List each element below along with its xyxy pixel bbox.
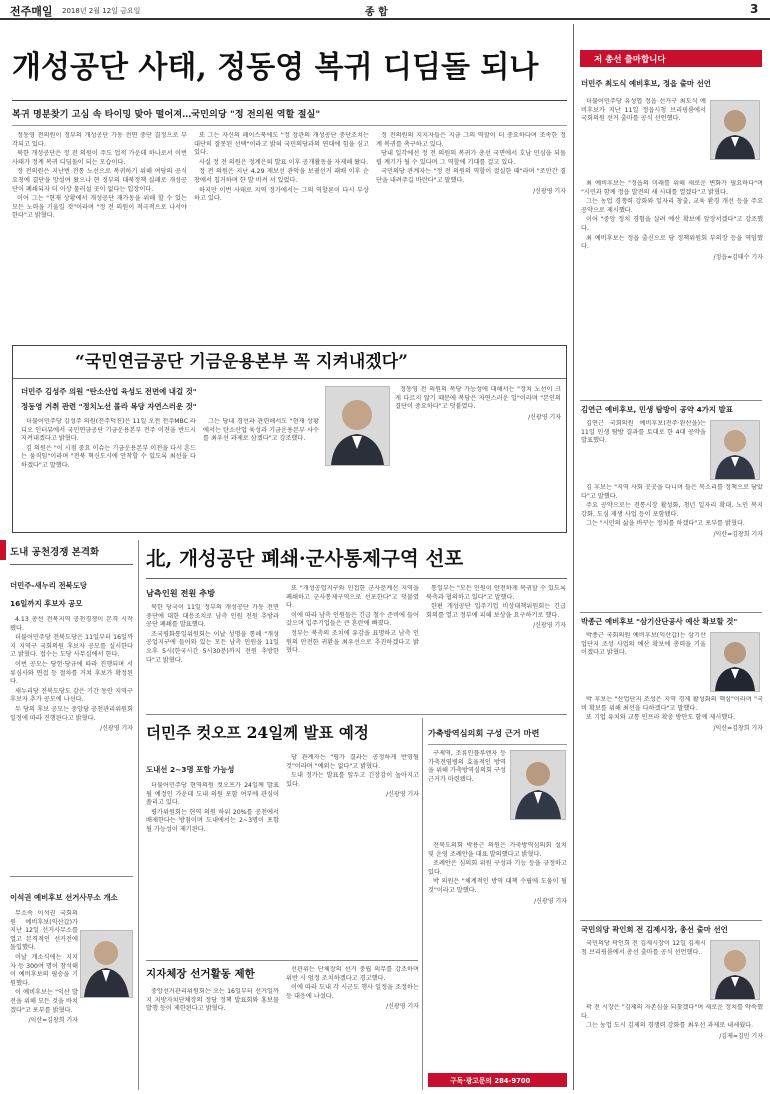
lead-column-1	[12, 132, 187, 337]
profile-2-para-3: 주요 공약으로는 전통시장 활성화, 청년 일자리 확대, 노인 복지 강화, 도심 재생 사업 등이 포함됐다.	[581, 502, 763, 518]
nk-headline: 北, 개성공단 폐쇄·군사통제구역 선포	[146, 547, 464, 570]
col1-body	[10, 616, 133, 856]
profile-2-byline: /익산=김창희 기자	[713, 530, 763, 538]
profile-4-para-3: 그는 농업 도시 김제의 경쟁력 강화를 최우선 과제로 내세웠다.	[586, 1022, 754, 1030]
profile-3-photo	[710, 632, 760, 692]
tax-column-2	[286, 966, 419, 1088]
profile-1-body	[581, 98, 706, 178]
profile-1-para-4: 이어 "중앙 정치 경험을 살려 예산 확보에 앞장서겠다"고 강조했다.	[581, 216, 763, 232]
gachuk-body	[428, 750, 506, 840]
profile-1-para-3: 그는 농업 경쟁력 강화와 일자리 창출, 교육 환경 개선 등을 주요 공약으로 제시했다.	[581, 198, 763, 214]
profile-4-body	[581, 940, 706, 1002]
paper-name: 전주매일	[10, 5, 53, 18]
cut-para-4: 도내 정가는 발표를 앞두고 긴장감이 높아지고 있다.	[286, 772, 419, 788]
gachuk-byline: /신광영 기자	[534, 897, 567, 905]
nk-para-2: 조국평화통일위원회는 이날 성명을 통해 "개성공업지구에 들어와 있는 모든 남측 인원을 11일 오후 5시(한국시간 5시30분)까지 전원 추방한다"고 밝혔다.	[146, 630, 279, 664]
profile-2-photo	[710, 420, 760, 480]
profile-3-para-2: 박 후보는 "산업단지 조성은 지역 경제 활성화의 핵심"이라며 "국비 확보를 위해 최선을 다하겠다"고 말했다.	[581, 696, 763, 712]
profile-1-para-5: 최 예비후보는 정읍 출신으로 당 정책위원회 부의장 등을 역임했다.	[581, 234, 763, 251]
col1-para-5: 두 당의 후보 공모는 중앙당 공천관리위원회 일정에 따라 진행된다고 밝혔다.	[10, 705, 133, 722]
profile-4-title: 국민의당 곽인희 전 김제시장, 총선 출마 선언	[581, 925, 728, 934]
gachuk-para-3: 조례안은 심의회 위원 구성과 기능 등을 규정하고 있다.	[428, 860, 567, 876]
cut-byline: /신광영 기자	[386, 791, 419, 799]
gachuk-divider	[428, 744, 567, 745]
nk-para-7: 한편 개성공단 입주기업 비상대책위원회는 긴급 회의를 열고 정부에 피해 보상을 요구하기로 했다.	[426, 603, 566, 619]
pension-headline-divider	[13, 378, 566, 379]
lead-column-3	[376, 132, 566, 337]
col1-profile-para-3: 이 예비후보는 "익산 발전을 위해 모든 것을 바치겠다"고 포부를 밝혔다.	[10, 989, 78, 1014]
col1-para-4: 새누리당 전북도당도 같은 기간 동안 지역구 후보자 추가 공모에 나선다.	[10, 687, 133, 704]
gachuk-para-4: 박 의원은 "체계적인 방역 대책 수립에 도움이 될 것"이라고 말했다.	[428, 878, 567, 894]
col1-profile-para-1: 무소속 이석권 국회의원 예비후보(익산갑)가 지난 12일 선거사무소를 열고 본격적인 선거전에 돌입했다.	[10, 910, 78, 952]
issue-date: 2018년 2월 12일 금요일	[62, 7, 141, 15]
profile-2-para-1: 김연근 국회의원 예비후보(전주·완산을)는 11일 민생 탐방 결과를 토대로 한 4대 공약을 발표했다.	[581, 420, 706, 445]
nk-para-5: 정부는 북측의 조치에 유감을 표명하고 남측 인원의 안전한 귀환을 최우선으로 추진하겠다고 밝혔다.	[286, 629, 419, 655]
gachuk-para-2: 전북도의회 박용근 의원은 가축방역심의회 설치 및 운영 조례안을 대표 발의했다고 밝혔다.	[428, 842, 567, 858]
pension-para-1: 더불어민주당 김성주 의원(전주덕진)은 11일 오전 전주MBC 라디오 인터뷰에서 국민연금공단 기금운용본부 전주 이전을 반드시 지켜내겠다고 밝혔다.	[21, 418, 196, 443]
profile-4-body-cont	[581, 1004, 763, 1090]
lead-para-3: 정 전의원은 지난번 전통 노선으로 복귀하기 위해 여당의 공식 요청에 결단을 망설여 왔으나 현 정부의 대북정책 실패로 개성공단이 폐쇄되자 더 이상 물러설 곳이 없다는 입장이다.	[12, 168, 187, 193]
col1-subhead-2: 16일까지 후보자 공모	[10, 599, 83, 608]
cut-para-1: 더불어민주당 현역의원 컷오프가 24일께 발표될 예정인 가운데 도내 의원 포함 여부에 관심이 쏠리고 있다.	[146, 782, 279, 807]
right-column-divider	[573, 24, 574, 1090]
cut-para-3: 당 관계자는 "평가 결과는 공정하게 반영될 것"이라며 "예외는 없다"고 밝혔다.	[286, 754, 419, 770]
nk-subhead: 남측인원 전원 추방	[146, 588, 215, 598]
profile-4-para-2: 곽 전 시장은 "김제의 자존심을 되찾겠다"며 새로운 정치를 약속했다.	[581, 1004, 763, 1020]
col1-profile-para-2: 이날 개소식에는 지지자 등 300여 명이 참석해 이 예비후보의 필승을 기원했다.	[10, 953, 78, 987]
profile-2-body-cont	[581, 484, 763, 594]
col1-byline: /신광영 기자	[100, 725, 133, 733]
pension-subhead-2: 정동영 거취 관련 "정치노선 몰라 복당 자연스러운 것"	[21, 402, 197, 411]
nk-para-3: 또 "개성공업지구와 인접한 군사분계선 지역을 폐쇄하고 군사통제구역으로 선포한다"고 덧붙였다.	[286, 585, 419, 610]
col1-profile-body	[10, 910, 78, 1090]
profile-3-para-1: 박종근 국회의원 예비후보(익산갑)는 삼기산업단지 조성 사업의 예산 확보에 총력을 기울이겠다고 밝혔다.	[581, 632, 706, 657]
lead-para-7: 정 전 의원은 지난 4.29 재보선 관악을 보궐선거 패배 이후 순창에서 칩거하며 한 발 비켜 서 있었다.	[194, 168, 369, 184]
gachuk-body-cont	[428, 842, 567, 1067]
col1-profile-title: 이석권 예비후보 선거사무소 개소	[10, 893, 118, 902]
profile-1-byline: /정읍=김태수 기자	[713, 253, 763, 261]
profile-3-para-3: 또 기업 유치와 교통 인프라 확충 방안도 함께 제시했다.	[586, 714, 736, 722]
profile-3-byline: /익산=김창희 기자	[713, 724, 763, 732]
tax-para-3: 이에 따라 도내 각 시군도 행사 일정을 조정하는 등 대응에 나섰다.	[286, 984, 419, 1000]
profile-3-body	[581, 632, 706, 694]
nk-byline: /신광영 기자	[533, 622, 566, 630]
lead-para-10: 당내 일각에선 정 전 의원의 복귀가 총선 국면에서 호남 민심을 되돌릴 계기가 될 수 있다며 그 역할에 기대를 걸고 있다.	[376, 150, 566, 166]
pension-para-3: 그는 당내 경선과 관련해서도 "현재 상황에서는 탄소산업 육성과 기금운용본부 사수를 최우선 과제로 삼겠다"고 강조했다.	[203, 418, 319, 443]
lead-headline: 개성공단 사태, 정동영 복귀 디딤돌 되나	[12, 50, 539, 85]
profile-3-title: 박종근 예비후보 "삼기산단공사 예산 확보할 것"	[581, 617, 738, 626]
nk-column-2	[286, 585, 419, 708]
lead-para-4: 이어 그는 "현재 상황에서 개성공단 재가동을 위해 할 수 있는 모든 노력을 기울일 것"이라며 "정 전 의원이 적극적으로 나서야 한다"고 밝혔다.	[12, 195, 187, 220]
nk-headline-divider	[146, 578, 567, 579]
lead-headline-divider	[12, 100, 567, 101]
col1-subhead-1: 더민주-새누리 전북도당	[10, 581, 88, 590]
profile-1-para-1: 더불어민주당 유성엽 정읍 선거구 최도식 예비후보가 지난 11일 정읍시청 브리핑룸에서 국회의원 선거 출마를 공식 선언했다.	[581, 98, 706, 123]
profile-2-para-4: 그는 "시민의 삶을 바꾸는 정치를 하겠다"고 포부를 밝혔다.	[586, 520, 745, 528]
profile-2-body	[581, 420, 706, 482]
profile-2-title: 김연근 예비후보, 민생 탐방이 공약 4가지 발표	[581, 405, 733, 414]
lead-para-1: 정동영 전의원이 정부의 개성공단 가동 전면 중단 결정으로 부각되고 있다.	[12, 132, 187, 148]
ad-banner	[428, 1073, 567, 1087]
col1-para-2: 더불어민주당 전북도당은 11일부터 16일까지 지역구 국회의원 후보자 공모를 실시한다고 밝혔다. 접수는 도당 사무실에서 한다.	[10, 634, 133, 659]
gachuk-column-divider	[422, 718, 423, 1090]
cut-para-2: 평가위원회는 현역 의원 하위 20%를 공천에서 배제한다는 방침이며 도내에서는 2~3명이 포함될 가능성이 제기된다.	[146, 808, 279, 833]
col1-para-3: 이번 공모는 당헌·당규에 따라 진행되며 서류심사와 면접 등 절차를 거쳐 후보가 확정된다.	[10, 660, 133, 686]
section-name: 종 합	[365, 7, 388, 18]
profile-1-divider	[580, 400, 762, 401]
profile-2-para-2: 김 후보는 "지역 사회 곳곳을 다니며 들은 목소리를 정책으로 담았다"고 말했다.	[581, 484, 763, 500]
lead-column-2	[194, 132, 369, 337]
col1-section-title: 도내 공천경쟁 본격화	[10, 547, 100, 558]
profile-4-para-1: 국민의당 곽인희 전 김제시장이 12일 김제시청 브리핑룸에서 총선 출마를 공식 선언했다.	[581, 940, 706, 956]
profile-3-body-cont	[581, 696, 763, 816]
profile-1-title: 더민주 최도식 예비후보, 정읍 출마 선언	[581, 79, 711, 88]
pension-byline: /신광영 기자	[528, 413, 561, 421]
nk-para-4: 이에 따라 남측 인원들은 긴급 철수 준비에 들어갔으며 입주기업들은 큰 혼란에 빠졌다.	[286, 611, 419, 628]
pension-column-2	[203, 418, 319, 530]
tax-para-1: 중앙선거관리위원회는 오는 16일부터 선거일까지 지방자치단체장의 정당 정책 발표회와 홍보물 발행 등이 제한된다고 밝혔다.	[146, 988, 279, 1013]
lead-para-2: 북한 개성공단은 정 전 의원이 주도 업적 가운데 하나로서 이번 사태가 정계 복귀 디딤돌이 되는 모습이다.	[12, 150, 187, 166]
col1-profile-byline: /익산=김창희 기자	[28, 1017, 78, 1025]
lead-para-9: 정 전의원의 지지자들은 지금 그의 역할이 더 중요하다며 조속한 정계 복귀를 촉구하고 있다.	[376, 132, 566, 148]
masthead	[0, 0, 770, 20]
col1-title-divider	[10, 564, 133, 565]
col1-profile-photo	[80, 930, 133, 998]
profile-4-byline: /김제=김민 기자	[719, 1032, 763, 1040]
pension-para-2: 김 의원은 "이 시점 중요 이슈는 기금운용본부 이전을 다시 흔드는 움직임"이라며 "전북 혁신도시에 안착할 수 있도록 최선을 다하겠다"고 말했다.	[21, 444, 196, 469]
lead-para-8: 하지만 이번 사태로 지역 정가에서는 그의 역할론이 다시 부상하고 있다.	[194, 186, 369, 203]
page-number: 3	[750, 2, 759, 16]
lead-subhead: 복귀 명분찾기 고심 속 타이밍 맞아 떨어져…국민의당 "정 전의원 역할 절실"	[12, 109, 321, 120]
pension-subhead-1: 더민주 김성주 의원 "탄소산업 육성도 전면에 내걸 것"	[21, 387, 197, 396]
lead-para-5: 또 그는 자신의 페이스북에도 "정 장관의 개성공단 중단조치는 대단히 잘못된 선택"이라고 밝혀 국민의당과의 연대에 힘을 싣고 있다.	[194, 132, 369, 157]
lead-para-6: 사실 정 전 의원은 정계은퇴 발표 이후 공개활동을 자제해 왔다.	[199, 158, 369, 166]
nk-para-6: 통일부는 "모든 인원이 안전하게 복귀할 수 있도록 북측과 협의하고 있다"고 말했다.	[426, 585, 566, 601]
cut-top-divider	[146, 714, 567, 715]
lead-subhead-divider	[12, 125, 567, 126]
col1-para-1: 4.13 총선 전북지역 공천경쟁이 본격 시작 됐다.	[10, 616, 133, 632]
gachuk-photo	[510, 750, 566, 820]
pension-column-3	[395, 386, 561, 530]
profile-1-photo	[710, 100, 760, 160]
tax-column-1	[146, 988, 279, 1088]
lead-para-11: 국민의당 관계자는 "정 전 의원의 역할이 절실한 때"라며 "조만간 결단을 내려주길 바란다"고 말했다.	[376, 168, 566, 184]
pension-headline: “국민연금공단 기금운용본부 꼭 지켜내겠다”	[75, 352, 408, 372]
col1-divider	[10, 876, 133, 877]
tax-top-divider	[146, 960, 418, 961]
col1-column-divider	[138, 540, 139, 1090]
profile-1-para-2: 최 예비후보는 "정읍의 미래를 위해 새로운 변화가 필요하다"며 "시민과 함께 정읍 발전의 새 시대를 열겠다"고 밝혔다.	[581, 180, 763, 196]
tax-para-2: 선관위는 단체장의 선거 중립 의무를 강조하며 위반 시 엄정 조치하겠다고 경고했다.	[286, 966, 419, 982]
tax-headline: 지자체장 선거활동 제한	[146, 968, 255, 980]
tax-byline: /신광영 기자	[386, 1003, 419, 1011]
pension-para-4: 정동영 전 의원의 복당 가능성에 대해서는 "정치 노선이 크게 다르지 않기 때문에 복당은 자연스러운 일"이라며 "본인의 결단이 중요하다"고 덧붙였다.	[395, 386, 561, 411]
col1-accent-bar	[0, 540, 6, 560]
profile-1-body-cont	[581, 180, 763, 378]
right-column-header	[580, 50, 762, 67]
nk-column-1	[146, 604, 279, 708]
profile-4-photo	[710, 940, 760, 1000]
pension-photo	[325, 386, 390, 466]
gachuk-headline: 가축방역심의회 구성 근거 마련	[428, 728, 540, 738]
profile-2-divider	[580, 612, 762, 613]
right-column-header-text: 저 총선 출마합니다	[594, 55, 666, 65]
ad-banner-text: 구독·광고문의 284-9700	[450, 1077, 531, 1085]
cut-column-2	[286, 754, 419, 954]
nk-column-3	[426, 585, 566, 708]
cut-column-1	[146, 782, 279, 957]
cut-subhead: 도내선 2~3명 포함 가능성	[146, 765, 235, 774]
gachuk-para-1: 구제역, 조류인플루엔자 등 가축전염병의 효율적인 방역을 위해 가축방역심의회 구성 근거가 마련됐다.	[428, 750, 506, 783]
nk-para-1: 북한 당국이 11일 정부의 개성공단 가동 전면 중단에 대한 대응조치로 남측 인원 전원 추방과 공단 폐쇄를 발표했다.	[146, 604, 279, 629]
pension-column-1	[21, 418, 196, 530]
pension-box	[12, 345, 567, 533]
lead-byline: /신광영 기자	[533, 187, 566, 195]
profile-3-divider	[580, 920, 762, 921]
cut-headline: 더민주 컷오프 24일께 발표 예정	[146, 723, 369, 742]
